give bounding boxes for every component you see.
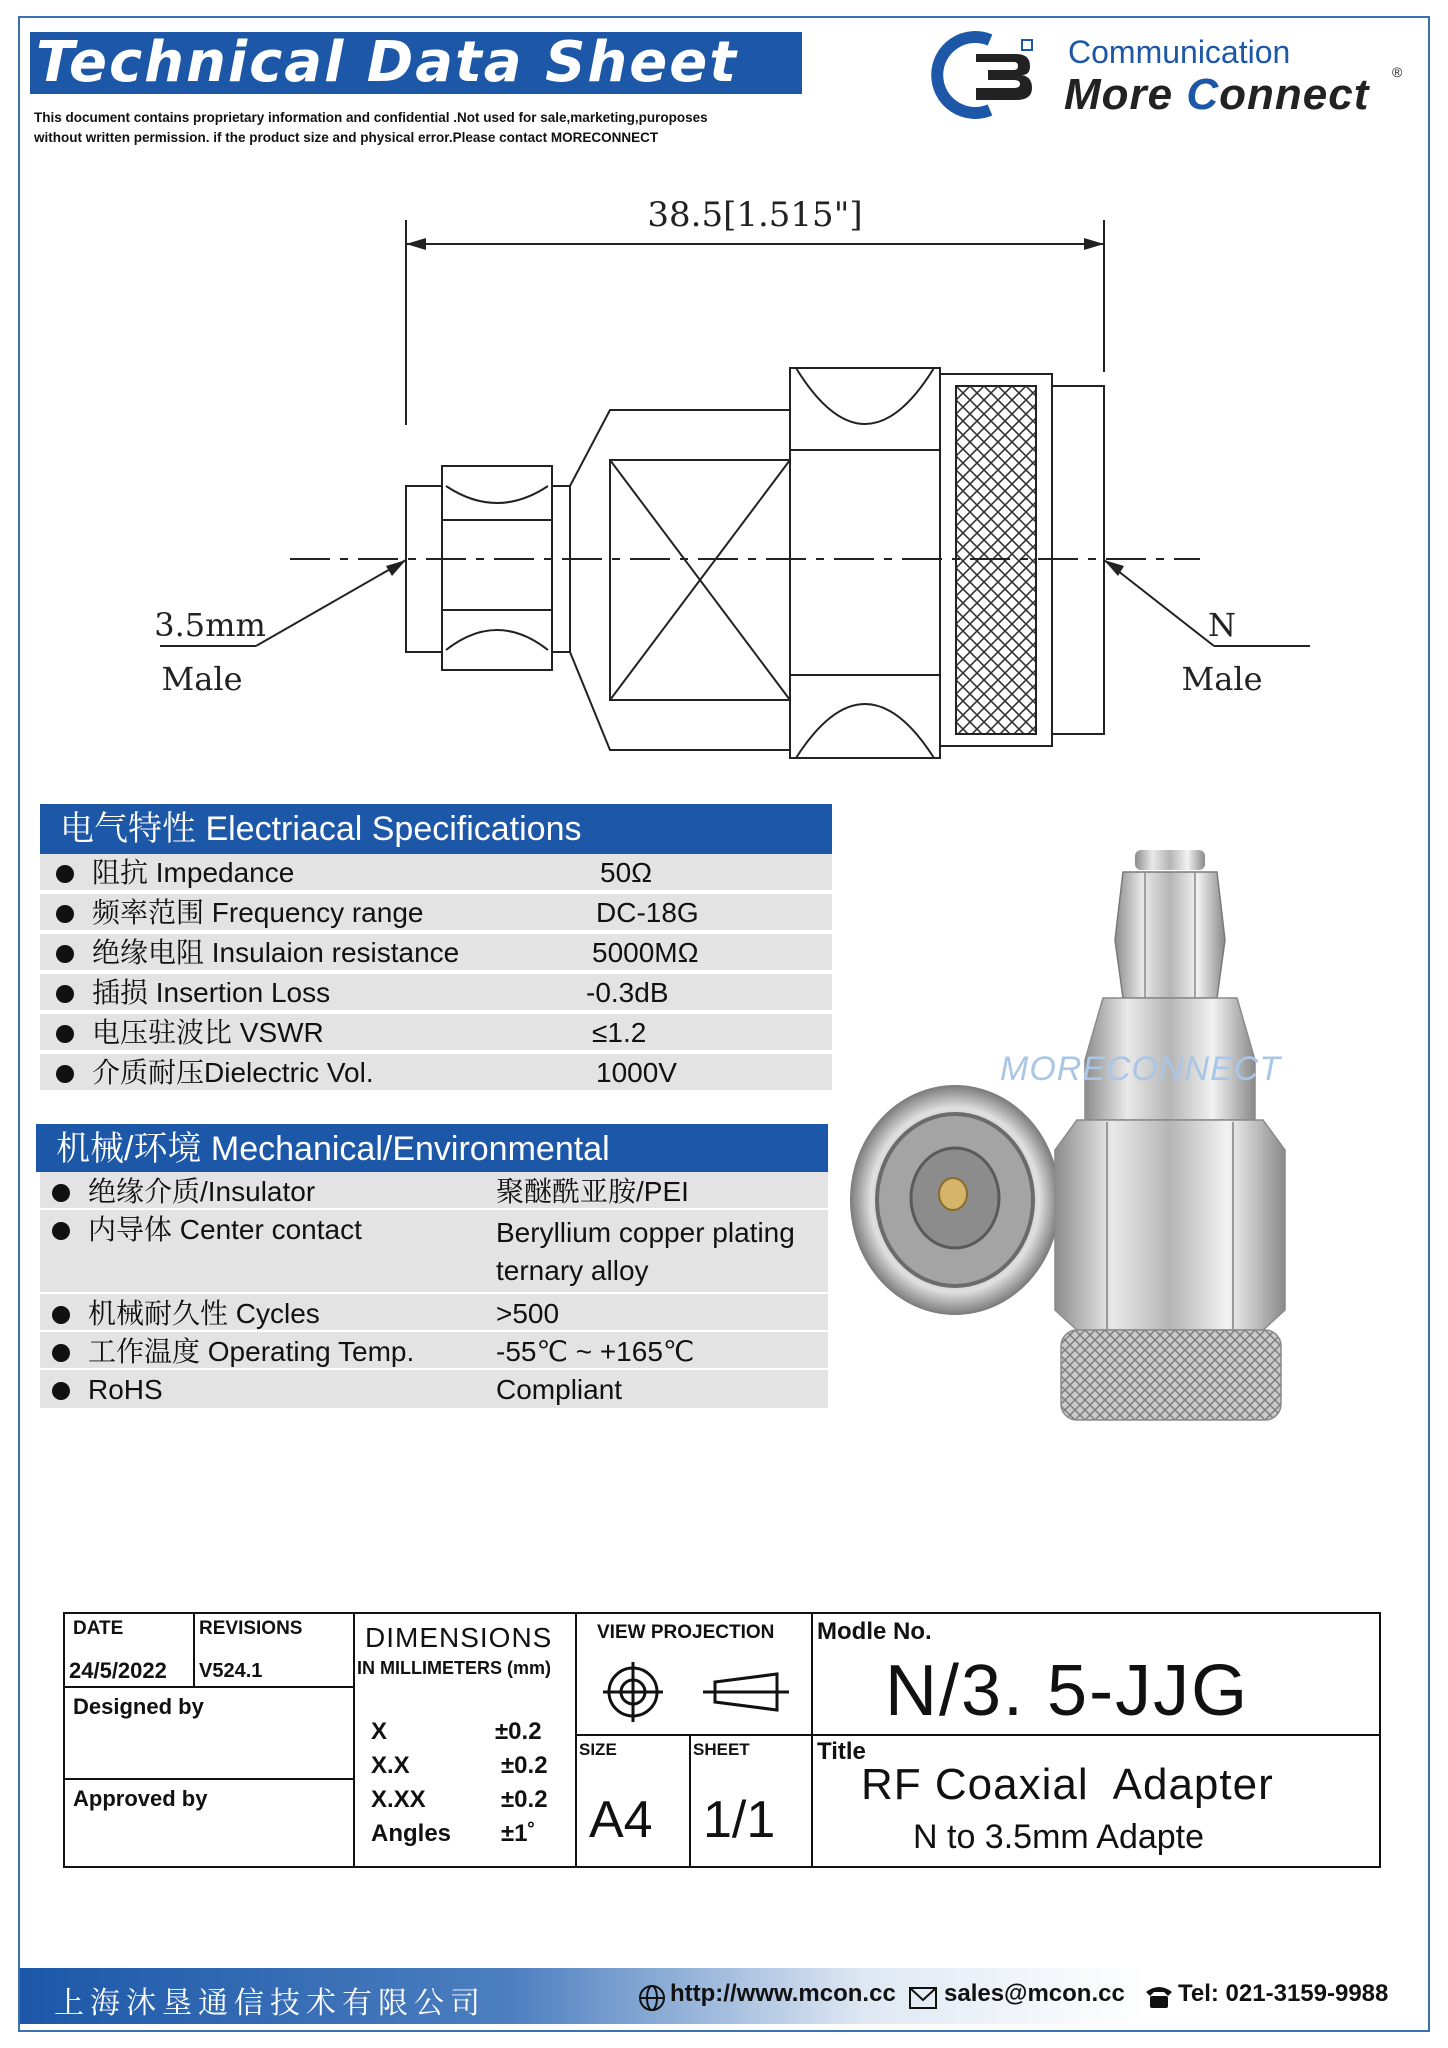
divider [193, 1614, 195, 1686]
mech-row-insulator [40, 1172, 828, 1210]
subtitle-value: N to 3.5mm Adapte [913, 1818, 1205, 1856]
size-label: SIZE [579, 1740, 617, 1759]
bullet-icon [56, 985, 74, 1003]
spec-value: ≤1.2 [592, 1017, 647, 1048]
dimensions-label: DIMENSIONS [365, 1622, 553, 1653]
bullet-icon [52, 1222, 70, 1240]
mech-row-cycles [40, 1294, 828, 1332]
bullet-icon [52, 1306, 70, 1324]
revisions-value: V524.1 [199, 1660, 263, 1682]
tolerance-name: X.XX [371, 1786, 426, 1813]
size-value: A4 [589, 1791, 653, 1849]
divider [811, 1614, 813, 1866]
dimensions-unit: IN MILLIMETERS (mm) [357, 1658, 551, 1678]
tolerance-value: ±0.2 [501, 1786, 548, 1813]
mech-label: 工作温度 Operating Temp. [88, 1336, 415, 1367]
mech-value: 聚醚酰亚胺/PEI [496, 1176, 689, 1207]
divider [575, 1614, 577, 1866]
spec-row-insertion-loss [40, 974, 832, 1012]
envelope-icon [908, 1986, 938, 2010]
disclaimer-line-2: without written permission. if the product size and physical error.Please contact MORECONNECT [34, 130, 659, 145]
brand-name-c: C [1186, 70, 1220, 119]
title-label: Title [817, 1738, 866, 1765]
spec-label: 频率范围 Frequency range [92, 897, 424, 928]
bullet-icon [56, 905, 74, 923]
projection-circle-icon [601, 1660, 665, 1724]
dimension-text: 38.5[1.515"] [647, 195, 863, 235]
spec-row-insulation [40, 934, 832, 972]
sheet-value: 1/1 [703, 1791, 776, 1849]
mech-label: 机械耐久性 Cycles [88, 1298, 320, 1329]
right-label-line-2: Male [1181, 660, 1263, 698]
bullet-icon [52, 1382, 70, 1400]
spec-value: 5000MΩ [592, 937, 699, 968]
tolerance-value: ±0.2 [501, 1752, 548, 1779]
phone-icon [1144, 1984, 1174, 2010]
spec-label: 插损 Insertion Loss [92, 977, 331, 1008]
spec-label: 阻抗 Impedance [92, 857, 295, 888]
tolerance-value: ±1˚ [501, 1820, 536, 1847]
bullet-icon [56, 865, 74, 883]
bullet-icon [56, 1065, 74, 1083]
electrical-heading: 电气特性 Electriacal Specifications [40, 804, 832, 854]
spec-row-vswr [40, 1014, 832, 1052]
divider [65, 1686, 353, 1688]
mech-value: -55℃ ~ +165℃ [496, 1336, 695, 1367]
spec-row-dielectric [40, 1054, 832, 1092]
spec-label: 电压驻波比 VSWR [92, 1017, 324, 1048]
footer-email[interactable]: sales@mcon.cc [944, 1980, 1125, 2007]
divider [575, 1734, 1381, 1736]
brand-name-pre: More [1064, 70, 1187, 119]
divider [65, 1778, 353, 1780]
mech-value: Beryllium copper plating ternary alloy [496, 1217, 795, 1286]
divider [353, 1614, 355, 1866]
tolerance-name: X.X [371, 1752, 410, 1779]
mech-row-rohs [40, 1370, 828, 1410]
spec-label: 介质耐压Dielectric Vol. [92, 1057, 374, 1088]
divider [689, 1734, 691, 1866]
model-label: Modle No. [817, 1618, 932, 1645]
technical-drawing [154, 190, 1280, 760]
mech-label: RoHS [88, 1374, 163, 1405]
spec-value: 1000V [596, 1057, 677, 1088]
product-photo [845, 840, 1285, 1430]
designed-by-label: Designed by [73, 1694, 204, 1719]
bullet-icon [52, 1344, 70, 1362]
footer-company: 上海沐垦通信技术有限公司 [54, 1987, 486, 2020]
revisions-label: REVISIONS [199, 1618, 303, 1639]
bullet-icon [52, 1184, 70, 1202]
tolerance-value: ±0.2 [495, 1718, 542, 1745]
mechanical-heading: 机械/环境 Mechanical/Environmental [36, 1124, 828, 1172]
registered-mark: ® [1392, 64, 1403, 80]
mech-row-center-contact [40, 1210, 828, 1294]
brand-name [1064, 70, 1369, 120]
model-value: N/3. 5-JJG [885, 1651, 1250, 1731]
document-title: Technical Data Sheet [30, 32, 802, 94]
left-label-line-2: Male [161, 660, 243, 698]
bullet-icon [56, 945, 74, 963]
footer-tel[interactable]: Tel: 021-3159-9988 [1178, 1980, 1389, 2007]
title-block [63, 1612, 1381, 1868]
tolerance-name: X [371, 1718, 388, 1745]
date-value: 24/5/2022 [69, 1658, 167, 1683]
projection-cone-icon [701, 1668, 791, 1716]
spec-value: -0.3dB [586, 977, 669, 1008]
spec-value: DC-18G [596, 897, 699, 928]
left-label-line-1: 3.5mm [154, 606, 266, 644]
disclaimer [34, 108, 708, 148]
date-label: DATE [73, 1618, 124, 1639]
mech-label: 绝缘介质/Insulator [88, 1176, 316, 1207]
approved-by-label: Approved by [73, 1786, 208, 1811]
spec-value: 50Ω [600, 857, 653, 888]
view-projection-label: VIEW PROJECTION [597, 1622, 775, 1643]
spec-row-frequency [40, 894, 832, 932]
bullet-icon [56, 1025, 74, 1043]
footer-website[interactable]: http://www.mcon.cc [670, 1980, 896, 2007]
mech-label: 内导体 Center contact [88, 1214, 362, 1245]
company-logo-icon [930, 32, 1040, 118]
sheet-label: SHEET [693, 1740, 750, 1759]
globe-icon [638, 1984, 666, 2012]
right-label-line-1: N [1208, 606, 1236, 644]
mech-value: Compliant [496, 1374, 623, 1405]
tolerance-name: Angles [371, 1820, 452, 1847]
spec-label: 绝缘电阻 Insulaion resistance [92, 937, 460, 968]
mech-value: >500 [496, 1298, 560, 1329]
mech-row-operating-temp [40, 1332, 828, 1370]
title-value: RF Coaxial Adapter [861, 1760, 1274, 1809]
disclaimer-line-1: This document contains proprietary information and confidential .Not used for sale,marketing,puroposes [34, 110, 708, 125]
watermark: MORECONNECT [1000, 1050, 1282, 1088]
brand-tagline: Communication [1068, 34, 1291, 70]
brand-name-post: onnect [1219, 70, 1370, 119]
spec-row-impedance [40, 854, 832, 892]
